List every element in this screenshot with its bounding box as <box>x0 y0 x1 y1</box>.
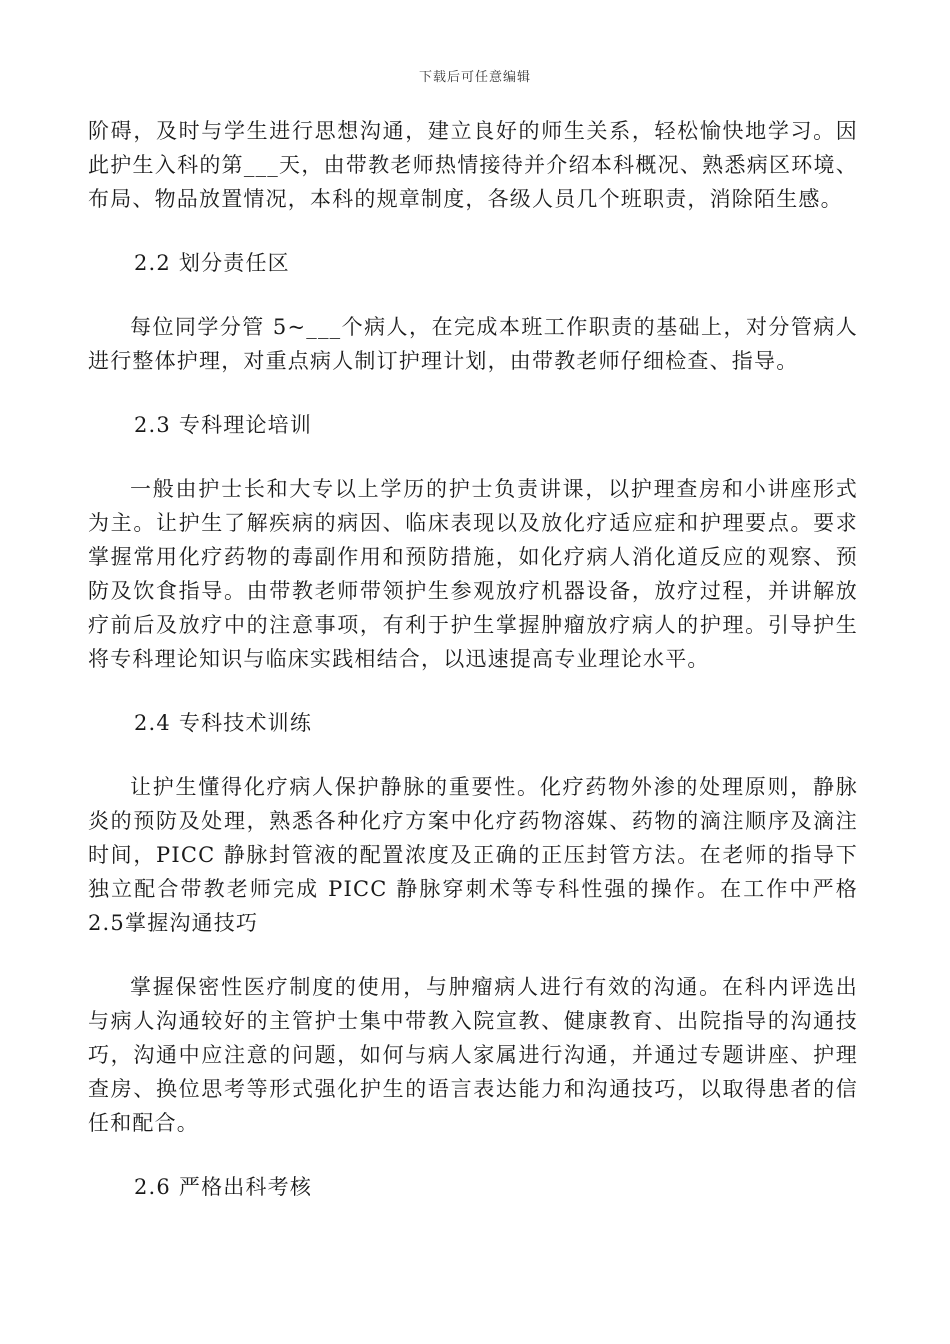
paragraph-2-3: 一般由护士长和大专以上学历的护士负责讲课，以护理查房和小讲座形式为主。让护生了解疾病的病因、临床表现以及放化疗适应症和护理要点。要求掌握常用化疗药物的毒副作用和预防措施，如化疗病人消化道反应的观察、预防及饮食指导。由带教老师带领护生参观放疗机器设备，放疗过程，并讲解放疗前后及放疗中的注意事项，有利于护生掌握肿瘤放疗病人的护理。引导护生将专科理论知识与临床实践相结合，以迅速提高专业理论水平。 <box>88 477 858 671</box>
section-heading-2-3: 2.3 专科理论培训 <box>134 413 313 437</box>
section-heading-2-6: 2.6 严格出科考核 <box>134 1175 313 1199</box>
section-heading-2-4: 2.4 专科技术训练 <box>134 711 313 735</box>
paragraph-2-5: 掌握保密性医疗制度的使用，与肿瘤病人进行有效的沟通。在科内评选出与病人沟通较好的主管护士集中带教入院宣教、健康教育、出院指导的沟通技巧，沟通中应注意的问题，如何与病人家属进行沟通，并通过专题讲座、护理查房、换位思考等形式强化护生的语言表达能力和沟通技巧，以取得患者的信任和配合。 <box>88 975 858 1135</box>
document-body <box>88 114 881 1204</box>
page-header: 下载后可任意编辑 <box>418 70 531 85</box>
paragraph-2-2: 每位同学分管 5~___个病人，在完成本班工作职责的基础上，对分管病人进行整体护理，对重点病人制订护理计划，由带教老师仔细检查、指导。 <box>88 315 858 373</box>
paragraph-intro: 阶碍，及时与学生进行思想沟通，建立良好的师生关系，轻松愉快地学习。因此护生入科的第___天，由带教老师热情接待并介绍本科概况、熟悉病区环境、布局、物品放置情况，本科的规章制度，各级人员几个班职责，消除陌生感。 <box>88 119 858 211</box>
section-heading-2-2: 2.2 划分责任区 <box>134 251 290 275</box>
paragraph-2-4: 让护生懂得化疗病人保护静脉的重要性。化疗药物外渗的处理原则，静脉炎的预防及处理，熟悉各种化疗方案中化疗药物溶媒、药物的滴注顺序及滴注时间，PICC 静脉封管液的配置浓度及正确的正压封管方法。在老师的指导下独立配合带教老师完成 PICC 静脉穿刺术等专科性强的操作。在工作中严格 2.5掌握沟通技巧 <box>88 775 881 935</box>
